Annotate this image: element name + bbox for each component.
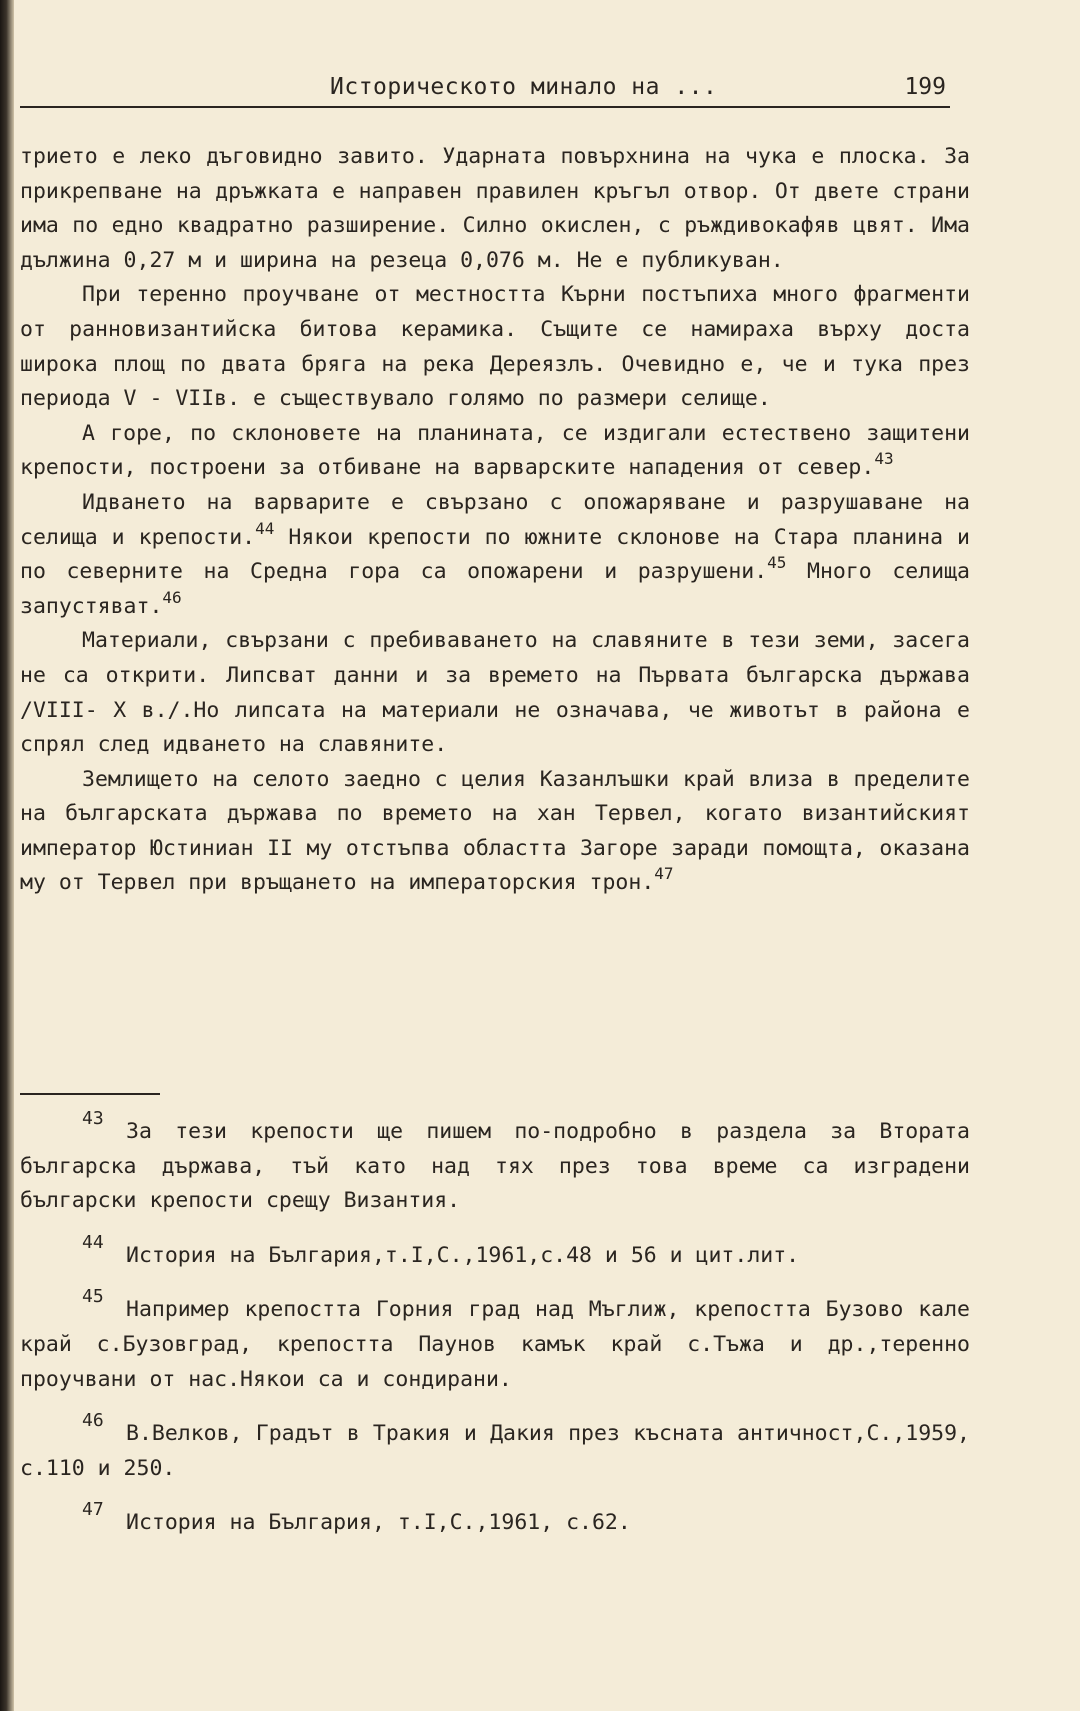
running-header — [20, 72, 950, 108]
footnote-text: Например крепостта Горния град над Мъглиж, крепостта Бузово кале край с.Бузовград, крепостта Паунов камък край с.Тъжа и др.,теренно проучвани от нас.Някои са и сондирани. — [20, 1297, 970, 1392]
footnote-ref-46[interactable]: 46 — [162, 587, 182, 607]
footnote-ref-43[interactable]: 43 — [874, 449, 894, 469]
paragraph-6 — [20, 763, 970, 901]
footnote-ref-47[interactable]: 47 — [654, 864, 674, 884]
paragraph-1: трието е леко дъговидно завито. Ударната повърхнина на чука е плоска. За прикрепване на дръжката е направен правилен кръгъл отвор. От двете страни има по едно квадратно разширение. Силно окислен, с ръждивокафяв цвят. Има дължина 0,27 м и ширина на резеца 0,076 м. Не е публикуван. — [20, 144, 970, 273]
running-title: Историческото минало на ... — [330, 74, 718, 100]
paragraph-3 — [20, 417, 970, 486]
paragraph-3-text: А горе, по склоновете на планината, се издигали естествено защитени крепости, построени за отбиване на варварските нападения от север. — [20, 420, 970, 481]
footnote-44: 44История на България,т.I,С.,1961,с.48 и 56 и цит.лит. — [82, 1231, 800, 1268]
paragraph-4 — [20, 486, 970, 624]
paragraph-6-text: Землището на селото заедно с целия Казанлъшки край влиза в пределите на българската държава по времето на хан Тервел, когато византийският император Юстиниан II му отстъпва областта Загоре заради помощта, оказана му от Тервел при връщането на императорския трон. — [20, 766, 970, 896]
footnote-ref-44[interactable]: 44 — [255, 518, 275, 538]
footnote-46: 46В.Велков, Градът в Тракия и Дакия през късната античност,С.,1959, с.110 и 250. — [20, 1410, 970, 1481]
footnote-text: История на България, т.I,С.,1961, с.62. — [126, 1510, 631, 1536]
page-number: 199 — [904, 74, 946, 100]
footnote-43: 43За тези крепости ще пишем по-подробно в раздела за Втората българска държава, тъй като над тях през това време са изградени български крепости срещу Византия. — [20, 1108, 970, 1214]
footnote-47: 47История на България, т.I,С.,1961, с.62. — [82, 1499, 631, 1536]
paragraph-5: Материали, свързани с пребиваването на славяните в тези земи, засега не са открити. Липсват данни и за времето на Първата българска държава /VIII- X в./.Но липсата на материали не означава, че животът в района е спрял след идването на славяните. — [20, 628, 970, 758]
body-text — [20, 140, 970, 901]
footnote-separator — [20, 1093, 160, 1095]
footnotes — [20, 1108, 970, 1561]
page-binding-edge — [0, 0, 14, 1711]
paragraph-4-text-b: Някои крепости по южните склонове на Стара планина и по северните на Средна гора са опожарени и разрушени. — [20, 524, 970, 585]
footnote-45: 45Например крепостта Горния град над Мъглиж, крепостта Бузово кале край с.Бузовград, крепостта Паунов камък край с.Тъжа и др.,теренно проучвани от нас.Някои са и сондирани. — [20, 1286, 970, 1392]
footnote-text: История на България,т.I,С.,1961,с.48 и 56 и цит.лит. — [126, 1242, 800, 1268]
paragraph-2: При теренно проучване от местността Кърни постъпиха много фрагменти от ранновизантийска битова керамика. Същите се намираха върху доста широка площ по двата бряга на река Дереязлъ. Очевидно е, че и тука през периода V - VIIв. е съществувало голямо по размери селище. — [20, 282, 970, 412]
footnote-text: За тези крепости ще пишем по-подробно в раздела за Втората българска държава, тъй като над тях през това време са изградени български крепости срещу Византия. — [20, 1119, 970, 1214]
footnote-ref-45[interactable]: 45 — [767, 553, 787, 573]
paragraph-4-text-a: Идването на варварите е свързано с опожаряване и разрушаване на селища и крепости. — [20, 489, 970, 550]
paragraph-4-text-c: Много селища запустяват. — [20, 559, 970, 619]
footnote-text: В.Велков, Градът в Тракия и Дакия през късната античност,С.,1959, с.110 и 250. — [20, 1421, 970, 1481]
